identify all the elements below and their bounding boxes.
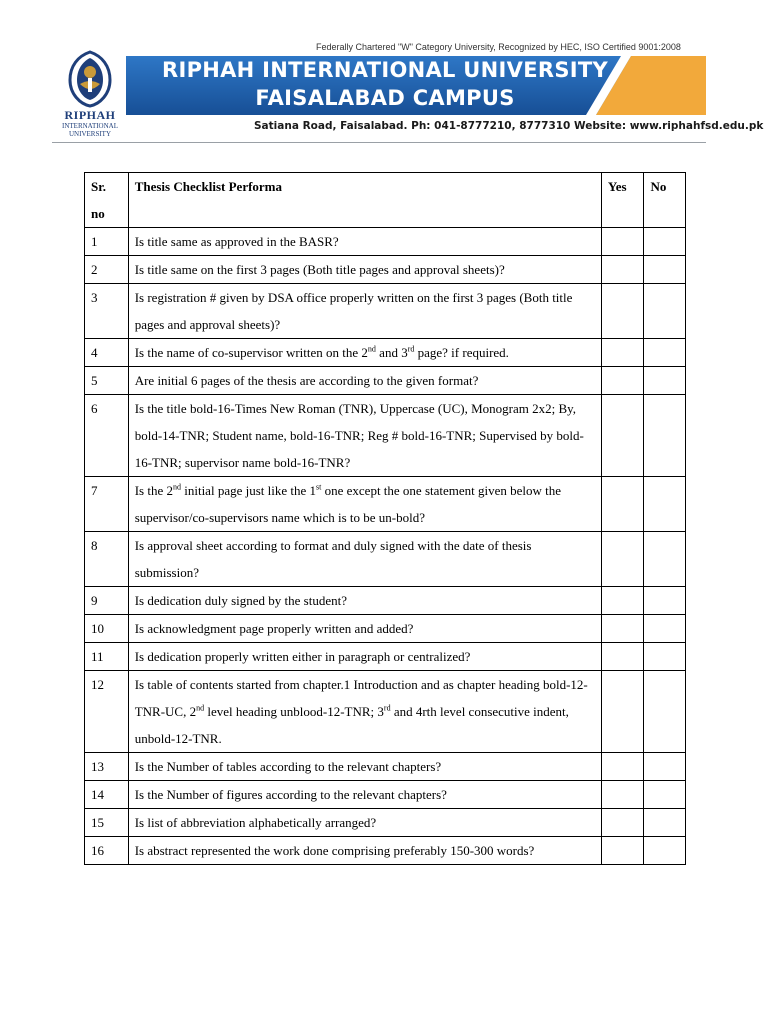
- table-row: [85, 671, 686, 753]
- no-cell[interactable]: [644, 477, 686, 532]
- table-row: [85, 256, 686, 284]
- no-cell[interactable]: [644, 809, 686, 837]
- yes-cell[interactable]: [601, 477, 644, 532]
- yes-cell[interactable]: [601, 532, 644, 587]
- table-row: [85, 477, 686, 532]
- logo-name: RIPHAH: [64, 108, 116, 122]
- no-cell[interactable]: [644, 671, 686, 753]
- row-number: 14: [85, 781, 129, 809]
- logo-sub-line2: UNIVERSITY: [69, 130, 111, 138]
- contact-line: Satiana Road, Faisalabad. Ph: 041-8777210, 8777310 Website: www.riphahfsd.edu.pk: [254, 120, 764, 132]
- row-question: Are initial 6 pages of the thesis are according to the given format?: [128, 367, 601, 395]
- table-row: [85, 615, 686, 643]
- row-question: [128, 477, 601, 532]
- letterhead: [0, 0, 768, 150]
- no-cell[interactable]: [644, 837, 686, 865]
- row-number: 4: [85, 339, 129, 367]
- question-text: initial page just like the 1: [180, 483, 317, 498]
- yes-cell[interactable]: [601, 781, 644, 809]
- yes-cell[interactable]: [601, 643, 644, 671]
- question-text: page? if required.: [414, 345, 509, 360]
- table-row: [85, 753, 686, 781]
- no-cell[interactable]: [644, 587, 686, 615]
- ordinal-suffix: nd: [196, 703, 205, 713]
- no-cell[interactable]: [644, 753, 686, 781]
- yes-cell[interactable]: [601, 228, 644, 256]
- yes-cell[interactable]: [601, 671, 644, 753]
- row-question: [128, 339, 601, 367]
- row-number: 7: [85, 477, 129, 532]
- yes-cell[interactable]: [601, 753, 644, 781]
- row-question: Is list of abbreviation alphabetically arranged?: [128, 809, 601, 837]
- logo-subtitle: [52, 122, 128, 138]
- table-row: [85, 284, 686, 339]
- row-question: Is registration # given by DSA office properly written on the first 3 pages (Both title pages and approval sheets)?: [128, 284, 601, 339]
- row-number: 9: [85, 587, 129, 615]
- question-text: Is table of contents started from chapter.1 Introduction and as chapter heading bold-12-TNR-UC, 2: [134, 677, 588, 719]
- question-text: Is the name of co-supervisor written on the 2: [134, 345, 368, 360]
- university-name: RIPHAH INTERNATIONAL UNIVERSITY: [161, 58, 608, 82]
- yes-cell[interactable]: [601, 256, 644, 284]
- yes-cell[interactable]: [601, 395, 644, 477]
- ordinal-suffix: nd: [367, 344, 376, 354]
- yes-cell[interactable]: [601, 339, 644, 367]
- row-number: 10: [85, 615, 129, 643]
- no-cell[interactable]: [644, 395, 686, 477]
- row-question: [128, 671, 601, 753]
- row-question: Is acknowledgment page properly written and added?: [128, 615, 601, 643]
- ordinal-suffix: nd: [172, 482, 181, 492]
- no-cell[interactable]: [644, 615, 686, 643]
- row-question: Is the Number of tables according to the relevant chapters?: [128, 753, 601, 781]
- row-question: Is dedication duly signed by the student?: [128, 587, 601, 615]
- question-text: one except the one statement given below the supervisor/co-supervisors name which is to be un-bold?: [134, 483, 562, 525]
- no-cell[interactable]: [644, 367, 686, 395]
- row-question: Is dedication properly written either in paragraph or centralized?: [128, 643, 601, 671]
- no-cell[interactable]: [644, 339, 686, 367]
- row-question: Is the Number of figures according to the relevant chapters?: [128, 781, 601, 809]
- header-yes: Yes: [601, 173, 644, 228]
- row-number: 12: [85, 671, 129, 753]
- row-number: 5: [85, 367, 129, 395]
- tagline: Federally Chartered "W" Category University, Recognized by HEC, ISO Certified 9001:2008: [316, 42, 681, 52]
- title-banner: [126, 56, 706, 115]
- header-divider: [52, 142, 706, 143]
- logo-sub-line1: INTERNATIONAL: [62, 122, 118, 130]
- table-row: [85, 809, 686, 837]
- no-cell[interactable]: [644, 643, 686, 671]
- row-number: 13: [85, 753, 129, 781]
- yes-cell[interactable]: [601, 284, 644, 339]
- no-cell[interactable]: [644, 532, 686, 587]
- no-cell[interactable]: [644, 228, 686, 256]
- table-row: [85, 532, 686, 587]
- yes-cell[interactable]: [601, 367, 644, 395]
- header-no: No: [644, 173, 686, 228]
- question-text: and 4rth level consecutive indent, unbold-12-TNR.: [134, 704, 569, 746]
- row-number: 1: [85, 228, 129, 256]
- question-text: and 3: [375, 345, 408, 360]
- table-row: [85, 228, 686, 256]
- no-cell[interactable]: [644, 256, 686, 284]
- table-header-row: [85, 173, 686, 228]
- table-row: [85, 643, 686, 671]
- ordinal-suffix: st: [316, 482, 322, 492]
- row-number: 6: [85, 395, 129, 477]
- row-number: 2: [85, 256, 129, 284]
- no-cell[interactable]: [644, 781, 686, 809]
- header-sr: Sr.: [91, 179, 107, 194]
- table-row: [85, 587, 686, 615]
- no-cell[interactable]: [644, 284, 686, 339]
- yes-cell[interactable]: [601, 809, 644, 837]
- campus-name: FAISALABAD CAMPUS: [255, 86, 515, 110]
- yes-cell[interactable]: [601, 587, 644, 615]
- header-question: Thesis Checklist Performa: [128, 173, 601, 228]
- table-row: [85, 395, 686, 477]
- crest-icon: [52, 50, 128, 108]
- table-row: [85, 339, 686, 367]
- row-question: Is title same as approved in the BASR?: [128, 228, 601, 256]
- table-row: [85, 781, 686, 809]
- header-sr-no: [85, 173, 129, 228]
- university-logo: [52, 50, 128, 142]
- question-text: level heading unblood-12-TNR; 3: [204, 704, 384, 719]
- ordinal-suffix: rd: [383, 703, 391, 713]
- row-number: 15: [85, 809, 129, 837]
- yes-cell[interactable]: [601, 615, 644, 643]
- row-number: 11: [85, 643, 129, 671]
- row-question: Is abstract represented the work done comprising preferably 150-300 words?: [128, 837, 601, 865]
- ordinal-suffix: rd: [407, 344, 415, 354]
- row-question: Is title same on the first 3 pages (Both title pages and approval sheets)?: [128, 256, 601, 284]
- header-no-label: no: [91, 206, 105, 221]
- question-text: Is the 2: [134, 483, 173, 498]
- row-number: 16: [85, 837, 129, 865]
- thesis-checklist-table: [84, 172, 686, 865]
- row-question: Is approval sheet according to format and duly signed with the date of thesis submission?: [128, 532, 601, 587]
- table-row: [85, 837, 686, 865]
- row-number: 3: [85, 284, 129, 339]
- row-question: Is the title bold-16-Times New Roman (TNR), Uppercase (UC), Monogram 2x2; By, bold-14-TNR; Student name, bold-16-TNR; Reg # bold-16-TNR; Supervised by bold-16-TNR; supervisor name bold-16-TNR?: [128, 395, 601, 477]
- table-row: [85, 367, 686, 395]
- yes-cell[interactable]: [601, 837, 644, 865]
- row-number: 8: [85, 532, 129, 587]
